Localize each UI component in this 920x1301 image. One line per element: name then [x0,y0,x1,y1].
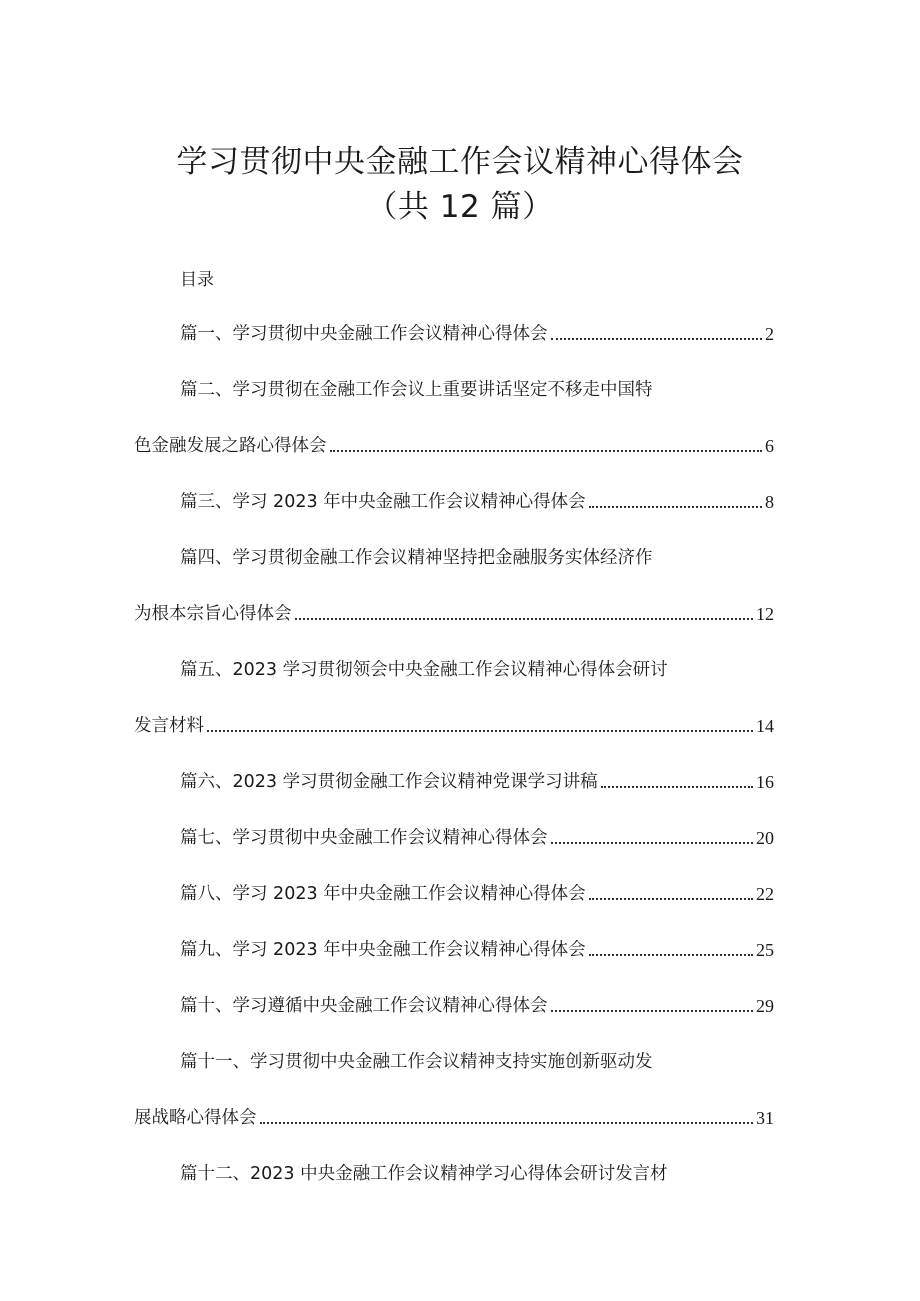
toc-entry-title-continued: 发言材料 [134,716,204,736]
toc-entry-title: 篇七、学习贯彻中央金融工作会议精神心得体会 [180,828,548,848]
toc-page-number: 31 [756,1108,774,1128]
toc-page-number: 12 [756,604,774,624]
toc-entry-4[interactable] [180,544,653,572]
toc-heading: 目录 [180,270,214,290]
toc-entry-title-continued: 展战略心得体会 [134,1108,257,1128]
toc-entry-title: 篇八、学习 2023 年中央金融工作会议精神心得体会 [180,884,586,904]
toc-dot-leader [589,898,753,900]
toc-page-number: 14 [756,716,774,736]
toc-page-number: 25 [756,940,774,960]
toc-page-number: 16 [756,772,774,792]
toc-entry-5[interactable] [180,656,668,684]
toc-entry-10[interactable] [180,992,774,1020]
toc-entry-title: 篇十一、学习贯彻中央金融工作会议精神支持实施创新驱动发 [180,1052,653,1072]
toc-entry-title: 篇二、学习贯彻在金融工作会议上重要讲话坚定不移走中国特 [180,380,653,400]
toc-entry-title: 篇六、2023 学习贯彻金融工作会议精神党课学习讲稿 [180,772,598,792]
toc-entry-9[interactable] [180,936,774,964]
toc-dot-leader [295,618,754,620]
toc-entry-6[interactable] [180,768,774,796]
toc-entry-5-continued[interactable] [134,712,774,740]
toc-dot-leader [207,730,753,732]
toc-page-number: 6 [765,436,774,456]
toc-entry-2[interactable] [180,376,653,404]
toc-entry-title: 篇十、学习遵循中央金融工作会议精神心得体会 [180,996,548,1016]
toc-entry-title-continued: 为根本宗旨心得体会 [134,604,292,624]
toc-dot-leader [260,1122,754,1124]
toc-dot-leader [601,786,753,788]
toc-dot-leader [330,450,763,452]
toc-entry-2-continued[interactable] [134,432,774,460]
toc-entry-title: 篇四、学习贯彻金融工作会议精神坚持把金融服务实体经济作 [180,548,653,568]
toc-page-number: 8 [765,492,774,512]
toc-dot-leader [589,506,762,508]
toc-page-number: 20 [756,828,774,848]
toc-page-number: 29 [756,996,774,1016]
toc-entry-11-continued[interactable] [134,1104,774,1132]
toc-dot-leader [589,954,753,956]
toc-dot-leader [551,842,754,844]
toc-dot-leader [551,338,763,340]
toc-entry-7[interactable] [180,824,774,852]
toc-dot-leader [551,1010,754,1012]
toc-entry-title: 篇三、学习 2023 年中央金融工作会议精神心得体会 [180,492,586,512]
toc-entry-8[interactable] [180,880,774,908]
toc-entry-title: 篇五、2023 学习贯彻领会中央金融工作会议精神心得体会研讨 [180,660,668,680]
toc-entry-11[interactable] [180,1048,653,1076]
document-subtitle: （共 12 篇） [366,189,554,225]
toc-entry-title: 篇九、学习 2023 年中央金融工作会议精神心得体会 [180,940,586,960]
toc-entry-1[interactable] [180,320,774,348]
toc-entry-title: 篇一、学习贯彻中央金融工作会议精神心得体会 [180,324,548,344]
document-title: 学习贯彻中央金融工作会议精神心得体会 [176,144,744,180]
toc-entry-title: 篇十二、2023 中央金融工作会议精神学习心得体会研讨发言材 [180,1164,668,1184]
toc-entry-12[interactable] [180,1160,668,1188]
toc-entry-4-continued[interactable] [134,600,774,628]
toc-page-number: 2 [765,324,774,344]
toc-entry-3[interactable] [180,488,774,516]
toc-entry-title-continued: 色金融发展之路心得体会 [134,436,327,456]
toc-page-number: 22 [756,884,774,904]
